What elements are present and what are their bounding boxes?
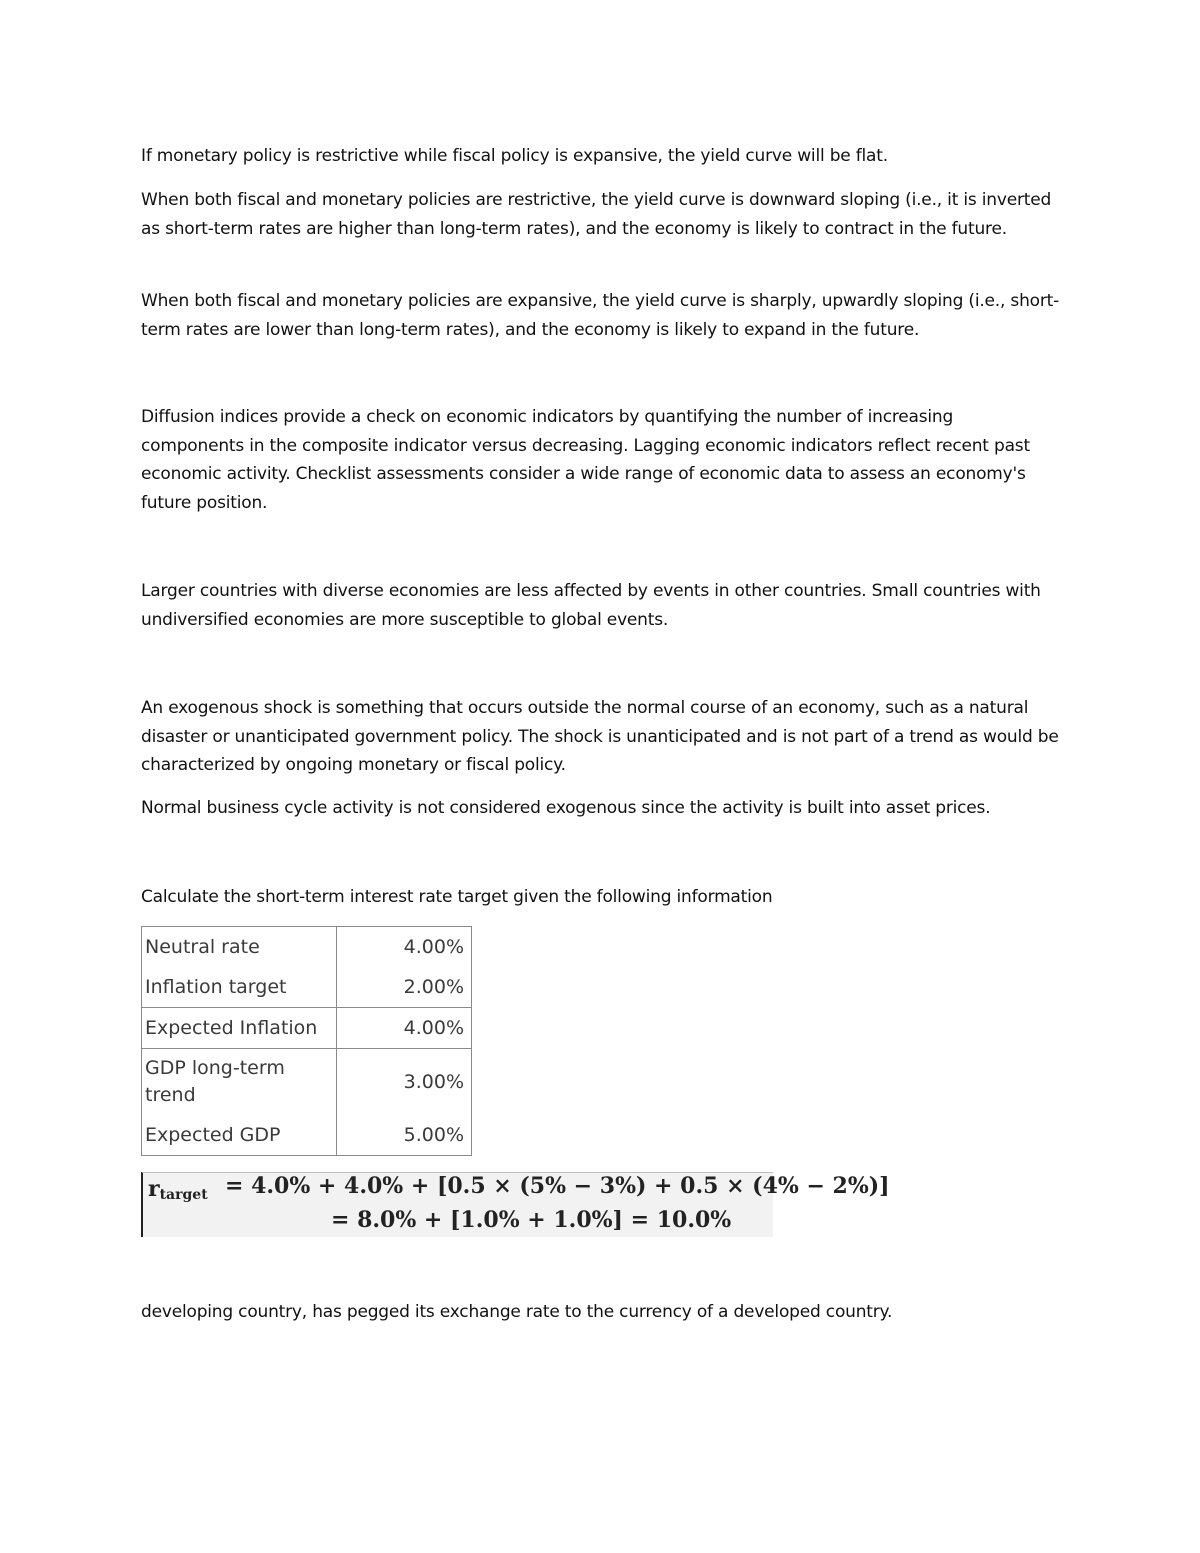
row-value: 4.00% [337,927,472,968]
table-row [142,1049,472,1116]
paragraph-diffusion-indices: Diffusion indices provide a check on economic indicators by quantifying the number of increasing components in the composite indicator versus decreasing. Lagging economic indicators reflect recent past economic activity. Checklist assessments consider a wide range of economic data to assess an economy's future position. [141,407,1030,513]
table-row [142,1115,472,1156]
paragraph-country-size: Larger countries with diverse economies are less affected by events in other countries. Small countries with undiversified economies are more susceptible to global events. [141,581,1041,630]
row-value: 5.00% [337,1115,472,1156]
formula-line-1: = 4.0% + 4.0% + [0.5 × (5% − 3%) + 0.5 × (4% − 2%)] [225,1173,890,1199]
rate-target-formula [141,1172,890,1237]
row-label: Neutral rate [142,927,337,968]
row-value: 2.00% [337,967,472,1008]
rate-input-table [141,926,472,1156]
table-row [142,967,472,1008]
paragraph-calculate-prompt: Calculate the short-term interest rate target given the following information [141,887,773,907]
paragraph-pegged-exchange-rate: developing country, has pegged its exchange rate to the currency of a developed country. [141,1302,893,1322]
row-value: 4.00% [337,1008,472,1049]
paragraph-yield-curve-inverted: When both fiscal and monetary policies are restrictive, the yield curve is downward sloping (i.e., it is inverted as short-term rates are higher than long-term rates), and the economy is likely to contract in the future. [141,190,1052,239]
table-row [142,1008,472,1049]
formula-symbol: $r_{target}$ [148,1176,208,1203]
row-label: Inflation target [142,967,337,1008]
paragraph-exogenous-shock: An exogenous shock is something that occurs outside the normal course of an economy, such as a natural disaster or unanticipated government policy. The shock is unanticipated and is not part of a trend as would be characterized by ongoing monetary or fiscal policy. [141,698,1059,775]
row-label: GDP long-term trend [142,1049,337,1116]
table-row [142,927,472,968]
paragraph-yield-curve-flat: If monetary policy is restrictive while fiscal policy is expansive, the yield curve will be flat. [141,146,888,166]
row-label: Expected GDP [142,1115,337,1156]
paragraph-business-cycle: Normal business cycle activity is not considered exogenous since the activity is built into asset prices. [141,798,991,818]
paragraph-yield-curve-upward: When both fiscal and monetary policies are expansive, the yield curve is sharply, upwardly sloping (i.e., short-term rates are lower than long-term rates), and the economy is likely to expand in the future. [141,291,1060,340]
formula-line-2: = 8.0% + [1.0% + 1.0%] = 10.0% [331,1207,732,1233]
formula-symbol-subscript: target [159,1187,208,1203]
row-value: 3.00% [337,1049,472,1116]
row-label: Expected Inflation [142,1008,337,1049]
